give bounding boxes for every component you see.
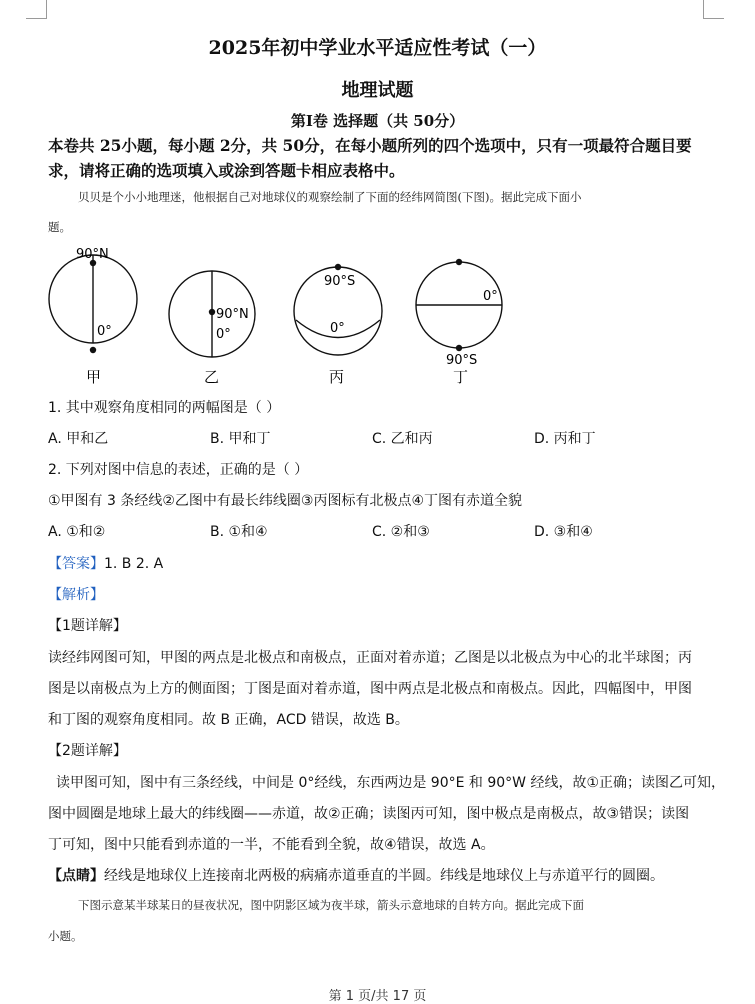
instructions-line-2: 求，请将正确的选项填入或涂到答题卡相应表格中。 [48,161,405,180]
globe-figure [40,243,520,388]
subject-title: 地理试题 [341,80,414,101]
page-footer: 第 1 页/共 17 页 [328,989,427,1004]
intro2-line-2: 小题。 [48,929,83,943]
q1-option-c: C. 乙和丙 [372,431,433,447]
label-yi-pole: 90°N [216,307,249,322]
globe-ding [416,259,502,368]
q2-option-a: A. ①和② [48,524,106,540]
intro2-line-1: 下图示意某半球某日的昼夜状况，图中阴影区域为夜半球，箭头示意地球的自转方向。据此完成下面 [78,898,584,912]
caption-ding: 丁 [453,368,469,386]
label-jia-top: 90°N [76,247,109,262]
label-yi-zero: 0° [216,327,231,342]
label-ding-pole: 90°S [446,353,478,368]
instructions-line-1: 本卷共 25小题，每小题 2分，共 50分，在每小题所列的四个选项中，只有一项最符合题目要 [48,136,692,155]
caption-yi: 乙 [204,368,220,386]
exam-title: 2025年初中学业水平适应性考试（一） [208,37,547,59]
q1-option-a: A. 甲和乙 [48,431,109,447]
analysis-label: 【解析】 [48,587,104,603]
detail2-line-2: 图中圆圈是地球上最大的纬线圈——赤道，故②正确；读图丙可知，图中极点是南极点，故③错误；读图 [48,806,690,822]
q2-option-d: D. ③和④ [534,524,593,540]
tip-label: 【点睛】 [48,868,104,884]
detail1-line-1: 读经纬网图可知，甲图的两点是北极点和南极点，正面对着赤道；乙图是以北极点为中心的北半球图；丙 [48,650,692,666]
q2-statements: ①甲图有 3 条经线②乙图中有最长纬线圈③丙图标有北极点④丁图有赤道全貌 [48,493,523,509]
label-jia-zero: 0° [97,324,112,339]
caption-jia: 甲 [86,368,102,386]
globe-bing [294,264,382,355]
detail2-line-3: 丁可知，图中只能看到赤道的一半，不能看到全貌，故④错误，故选 A。 [48,837,495,853]
q1-option-b: B. 甲和丁 [210,431,271,447]
tip-text: 经线是地球仪上连接南北两极的病痛赤道垂直的半圆。纬线是地球仪上与赤道平行的圆圈。 [104,868,664,884]
section-title: 第Ⅰ卷 选择题（共 50分） [290,112,465,130]
detail2-line-1: 读甲图可知，图中有三条经线，中间是 0°经线，东西两边是 90°E 和 90°W 经线，故①正确；读图乙可知， [56,775,726,791]
label-bing-pole: 90°S [324,274,356,289]
page-corner-mark-left [26,0,47,19]
answer-text: 1. B 2. A [104,556,164,572]
globe-jia [49,247,137,353]
detail2-label: 【2题详解】 [48,743,127,759]
tip-line [48,865,664,885]
q1-option-d: D. 丙和丁 [534,431,596,447]
page-corner-mark-right [703,0,724,19]
answer-line [48,553,163,573]
q1-stem: 1. 其中观察角度相同的两幅图是（ ） [48,400,281,416]
q2-stem: 2. 下列对图中信息的表述，正确的是（ ） [48,462,309,478]
caption-bing: 丙 [329,368,345,386]
globe-yi [169,271,255,357]
label-ding-zero: 0° [483,289,498,304]
answer-label: 【答案】 [48,556,104,572]
q2-option-c: C. ②和③ [372,524,430,540]
detail1-line-2: 图是以南极点为上方的侧面图；丁图是面对着赤道，图中两点是北极点和南极点。因此，四幅图中，甲图 [48,681,692,697]
detail1-label: 【1题详解】 [48,618,127,634]
intro1-line-2: 题。 [48,220,71,234]
label-bing-zero: 0° [330,321,345,336]
q2-option-b: B. ①和④ [210,524,268,540]
intro1-line-1: 贝贝是个小小地理迷，他根据自己对地球仪的观察绘制了下面的经纬网简图(下图)。据此完成下面小 [78,190,582,204]
detail1-line-3: 和丁图的观察角度相同。故 B 正确，ACD 错误，故选 B。 [48,712,409,728]
